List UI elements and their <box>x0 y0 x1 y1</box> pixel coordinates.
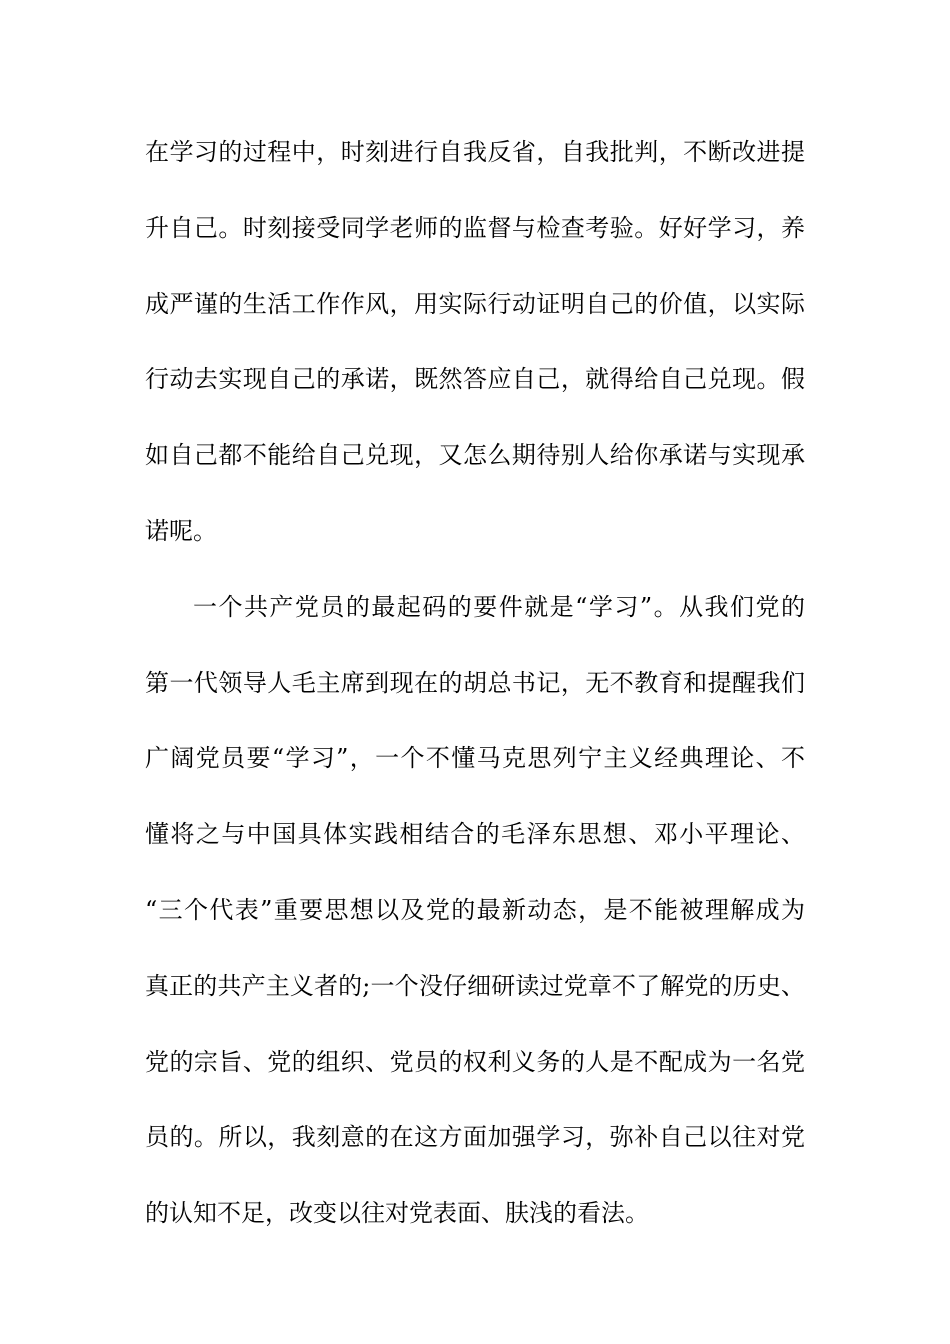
paragraph-1-line-6: 诺呢。 <box>145 516 217 545</box>
paragraph-2-line-9: 的认知不足，改变以往对党表面、肤浅的看法。 <box>145 1199 649 1228</box>
paragraph-2-line-2: 第一代领导人毛主席到现在的胡总书记，无不教育和提醒我们 <box>145 668 805 697</box>
paragraph-1-line-4: 行动去实现自己的承诺，既然答应自己，就得给自己兑现。假 <box>145 365 805 394</box>
paragraph-2-line-1: 一个共产党员的最起码的要件就是“学习”。从我们党的 <box>193 592 805 621</box>
paragraph-2-line-8: 员的。所以，我刻意的在这方面加强学习，弥补自己以往对党 <box>145 1123 805 1152</box>
document-body <box>145 131 805 1268</box>
paragraph-2-line-5: “三个代表”重要思想以及党的最新动态，是不能被理解成为 <box>145 895 805 924</box>
paragraph-1-line-2: 升自己。时刻接受同学老师的监督与检查考验。好好学习，养 <box>145 213 805 242</box>
paragraph-2-line-3: 广阔党员要“学习”，一个不懂马克思列宁主义经典理论、不 <box>145 744 805 773</box>
paragraph-2-line-4: 懂将之与中国具体实践相结合的毛泽东思想、邓小平理论、 <box>145 820 805 849</box>
paragraph-1-line-1: 在学习的过程中，时刻进行自我反省，自我批判，不断改进提 <box>145 138 805 166</box>
paragraph-2-line-6: 真正的共产主义者的;一个没仔细研读过党章不了解党的历史、 <box>145 971 805 1000</box>
paragraph-2-line-7: 党的宗旨、党的组织、党员的权利义务的人是不配成为一名党 <box>145 1047 805 1076</box>
paragraph-1-line-3: 成严谨的生活工作作风，用实际行动证明自己的价值，以实际 <box>145 289 805 318</box>
paragraph-1-line-5: 如自己都不能给自己兑现，又怎么期待别人给你承诺与实现承 <box>145 441 805 470</box>
